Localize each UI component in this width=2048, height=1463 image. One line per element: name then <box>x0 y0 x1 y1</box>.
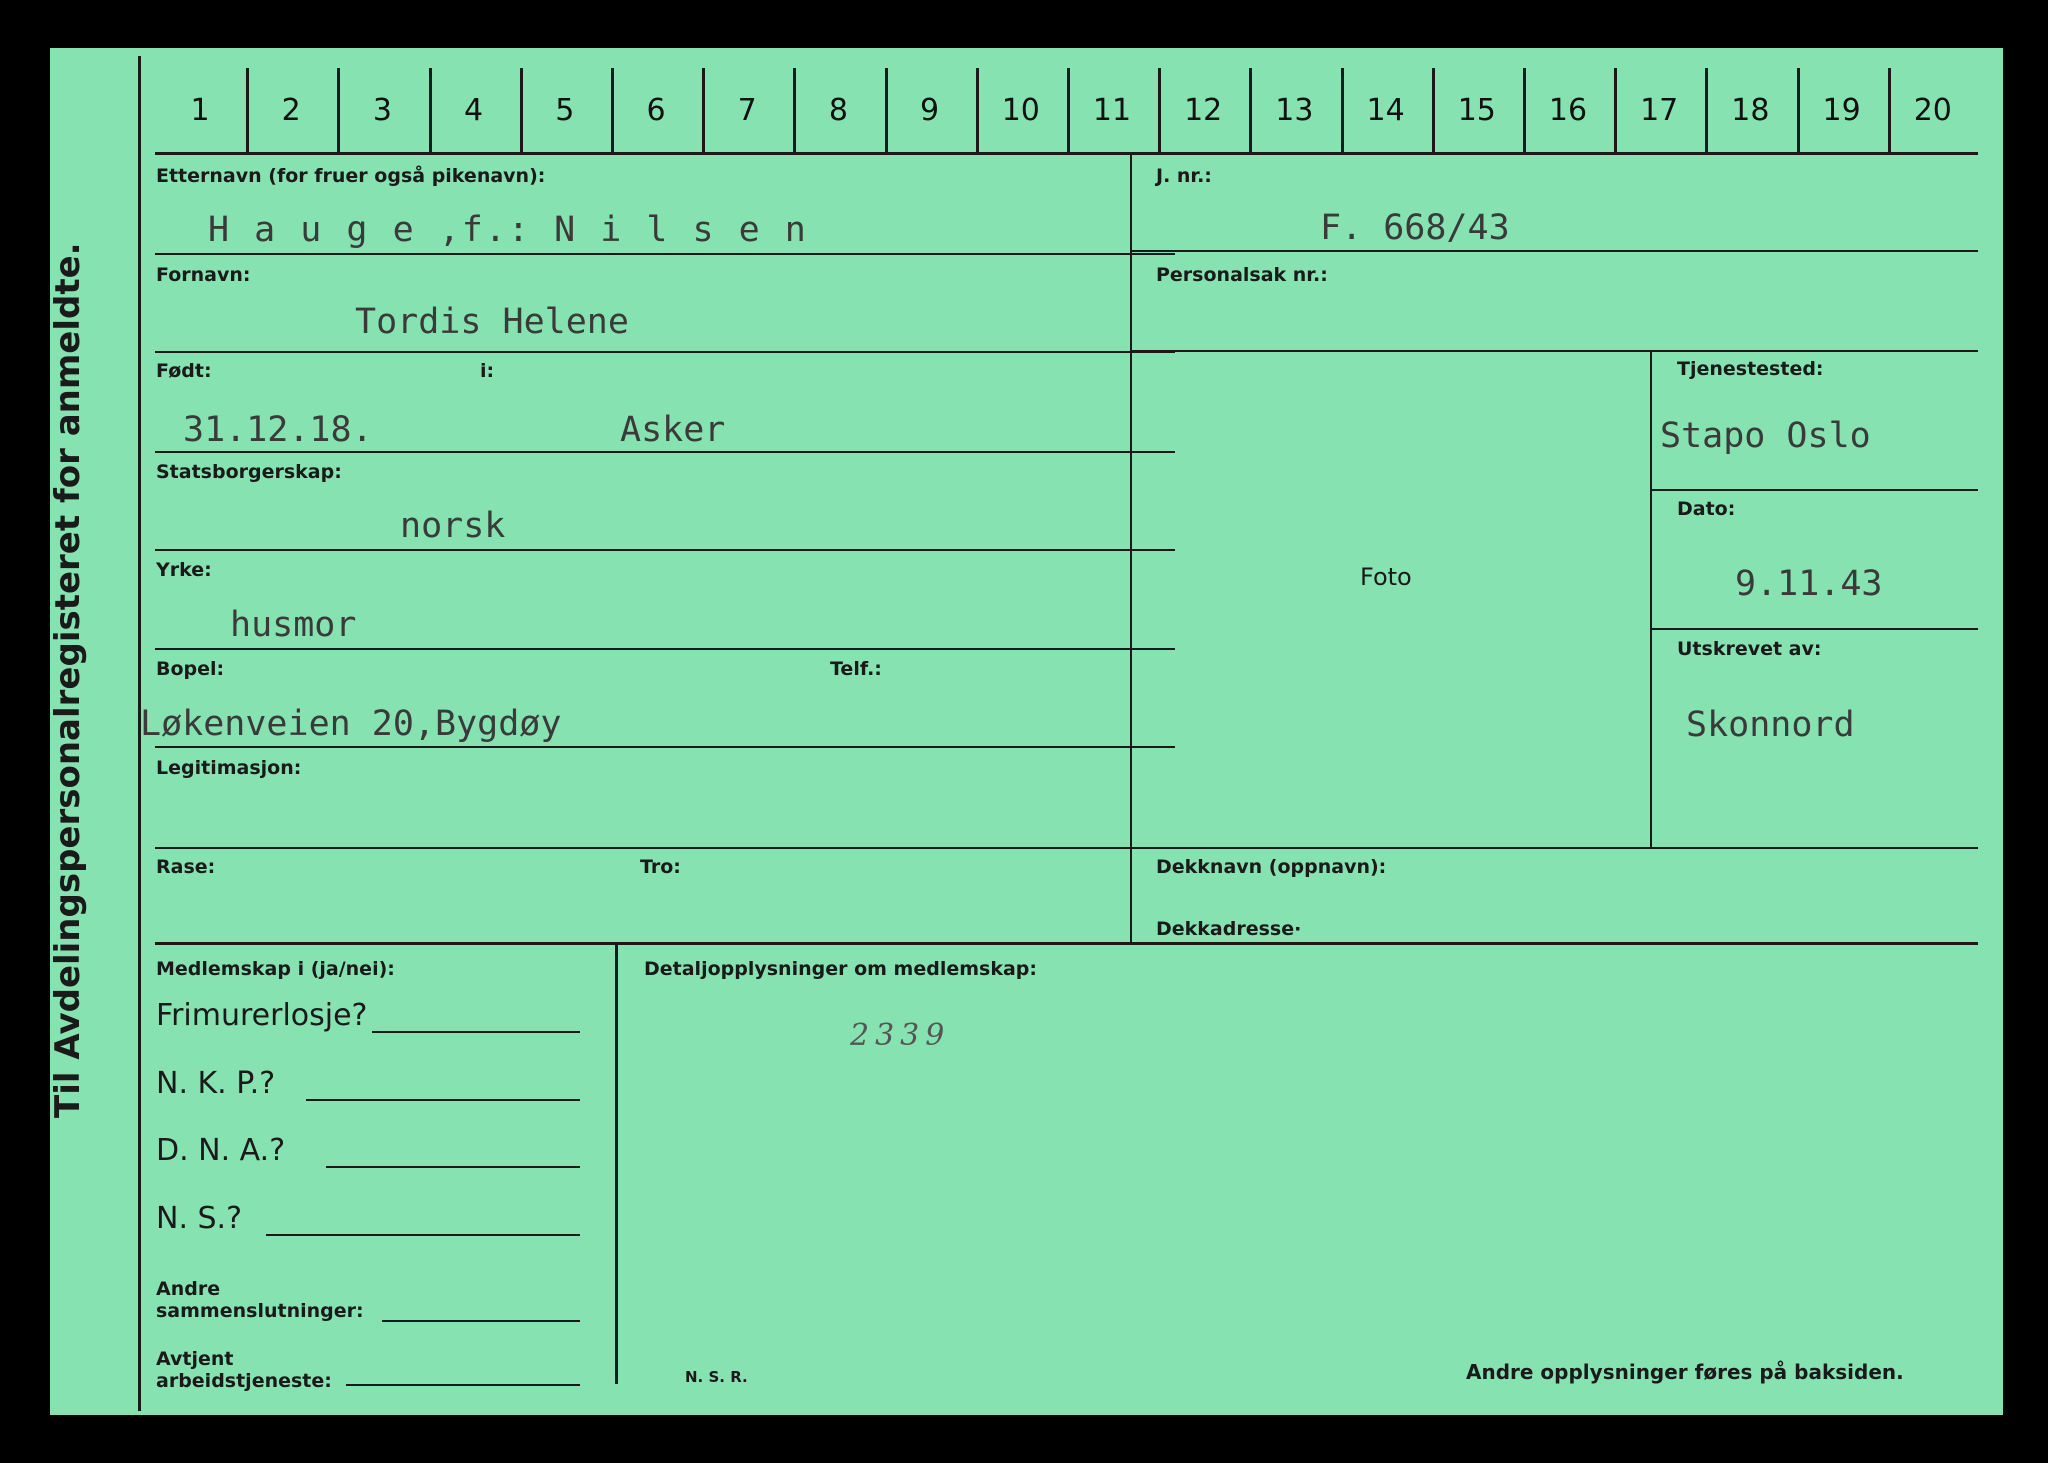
label-fornavn: Fornavn: <box>156 264 251 286</box>
membership-divider <box>615 944 618 1384</box>
column-number: 7 <box>737 93 757 128</box>
line <box>155 451 1175 453</box>
column-divider <box>1158 68 1161 152</box>
photo-divider <box>1650 351 1652 848</box>
column-divider <box>1249 68 1252 152</box>
registration-card <box>50 48 2003 1415</box>
column-divider <box>337 68 340 152</box>
label-i: i: <box>480 360 495 382</box>
column-number: 2 <box>281 93 301 128</box>
label-bopel: Bopel: <box>156 658 225 680</box>
label-yrke: Yrke: <box>156 559 212 581</box>
column-divider <box>1341 68 1344 152</box>
label-avtjent-2: arbeidstjeneste: <box>156 1370 332 1392</box>
label-legitimasjon: Legitimasjon: <box>156 757 302 779</box>
column-number: 19 <box>1822 93 1861 128</box>
answer-line <box>306 1099 580 1101</box>
line <box>155 746 1175 748</box>
label-utskrevet: Utskrevet av: <box>1677 638 1822 660</box>
line <box>1132 350 1978 352</box>
value-fodt-sted: Asker <box>620 410 726 450</box>
column-number: 5 <box>555 93 575 128</box>
column-divider <box>702 68 705 152</box>
answer-line <box>346 1384 580 1386</box>
answer-line <box>372 1031 580 1033</box>
line <box>155 253 1175 255</box>
label-etternavn: Etternavn (for fruer også pikenavn): <box>156 165 546 187</box>
column-number: 11 <box>1092 93 1132 128</box>
label-andre-2: sammenslutninger: <box>156 1300 364 1322</box>
label-dato: Dato: <box>1677 498 1736 520</box>
value-etternavn: H a u g e ,f.: N i l s e n <box>208 210 808 250</box>
line <box>1132 250 1978 252</box>
footer-note: Andre opplysninger føres på baksiden. <box>1466 1360 1904 1384</box>
column-divider <box>1705 68 1708 152</box>
label-telf: Telf.: <box>830 658 882 680</box>
column-number: 10 <box>1001 93 1040 128</box>
line <box>155 847 1978 849</box>
label-andre-1: Andre <box>156 1278 221 1300</box>
column-divider <box>885 68 888 152</box>
value-detaljer-hand: 2339 <box>850 1018 951 1053</box>
label-rase: Rase: <box>156 856 216 878</box>
value-jnr: F. 668/43 <box>1320 208 1510 248</box>
column-number: 14 <box>1366 93 1405 128</box>
column-divider <box>1888 68 1891 152</box>
line <box>155 648 1175 650</box>
column-divider <box>611 68 614 152</box>
column-number: 9 <box>920 93 940 128</box>
label-fodt: Født: <box>156 360 212 382</box>
column-divider <box>520 68 523 152</box>
column-number: 12 <box>1184 93 1223 128</box>
label-nsr: N. S. R. <box>685 1368 748 1386</box>
column-number: 8 <box>828 93 848 128</box>
label-detaljer: Detaljopplysninger om medlemskap: <box>644 958 1037 980</box>
value-dato: 9.11.43 <box>1735 564 1883 604</box>
answer-line <box>266 1234 580 1236</box>
label-ns: N. S.? <box>156 1201 243 1236</box>
value-fornavn: Tordis Helene <box>355 302 629 342</box>
value-statsborgerskap: norsk <box>400 506 506 546</box>
label-nkp: N. K. P.? <box>156 1066 276 1101</box>
column-divider <box>1432 68 1435 152</box>
column-number: 18 <box>1731 93 1770 128</box>
section-line <box>155 942 1978 945</box>
header-line <box>155 152 1978 155</box>
column-divider <box>429 68 432 152</box>
column-divider <box>976 68 979 152</box>
label-frimurer: Frimurerlosje? <box>156 998 368 1033</box>
column-number: 17 <box>1640 93 1679 128</box>
mid-divider <box>1130 152 1132 942</box>
answer-line <box>326 1166 580 1168</box>
label-avtjent-1: Avtjent <box>156 1348 234 1370</box>
column-number: 13 <box>1275 93 1314 128</box>
column-divider <box>1797 68 1800 152</box>
column-number: 15 <box>1457 93 1496 128</box>
label-tro: Tro: <box>640 856 681 878</box>
label-statsborgerskap: Statsborgerskap: <box>156 461 342 483</box>
label-medlemskap: Medlemskap i (ja/nei): <box>156 958 395 980</box>
value-yrke: husmor <box>230 605 357 645</box>
value-fodt-dato: 31.12.18. <box>183 410 373 450</box>
value-utskrevet: Skonnord <box>1686 705 1855 745</box>
line <box>155 351 1175 353</box>
column-divider <box>1523 68 1526 152</box>
label-dna: D. N. A.? <box>156 1133 286 1168</box>
label-personalsak: Personalsak nr.: <box>1156 264 1328 286</box>
label-tjenestested: Tjenestested: <box>1677 358 1824 380</box>
column-divider <box>793 68 796 152</box>
label-dekkadresse: Dekkadresse· <box>1156 918 1302 940</box>
value-tjenestested: Stapo Oslo <box>1660 416 1871 456</box>
label-jnr: J. nr.: <box>1156 165 1212 187</box>
column-number: 3 <box>372 93 392 128</box>
column-divider <box>1067 68 1070 152</box>
label-foto: Foto <box>1360 563 1412 591</box>
line <box>1652 628 1978 630</box>
answer-line <box>382 1320 580 1322</box>
value-bopel: Løkenveien 20,Bygdøy <box>140 704 562 744</box>
column-number: 6 <box>646 93 666 128</box>
line <box>1652 489 1978 491</box>
column-number: 20 <box>1913 93 1952 128</box>
column-divider <box>246 68 249 152</box>
column-number: 16 <box>1548 93 1588 128</box>
column-divider <box>1614 68 1617 152</box>
side-text: Til Avdelingspersonalregisteret for anmeldte. <box>48 242 88 1118</box>
label-dekknavn: Dekknavn (oppnavn): <box>1156 856 1387 878</box>
line <box>155 549 1175 551</box>
column-number: 4 <box>464 93 484 128</box>
column-number: 1 <box>190 93 210 128</box>
